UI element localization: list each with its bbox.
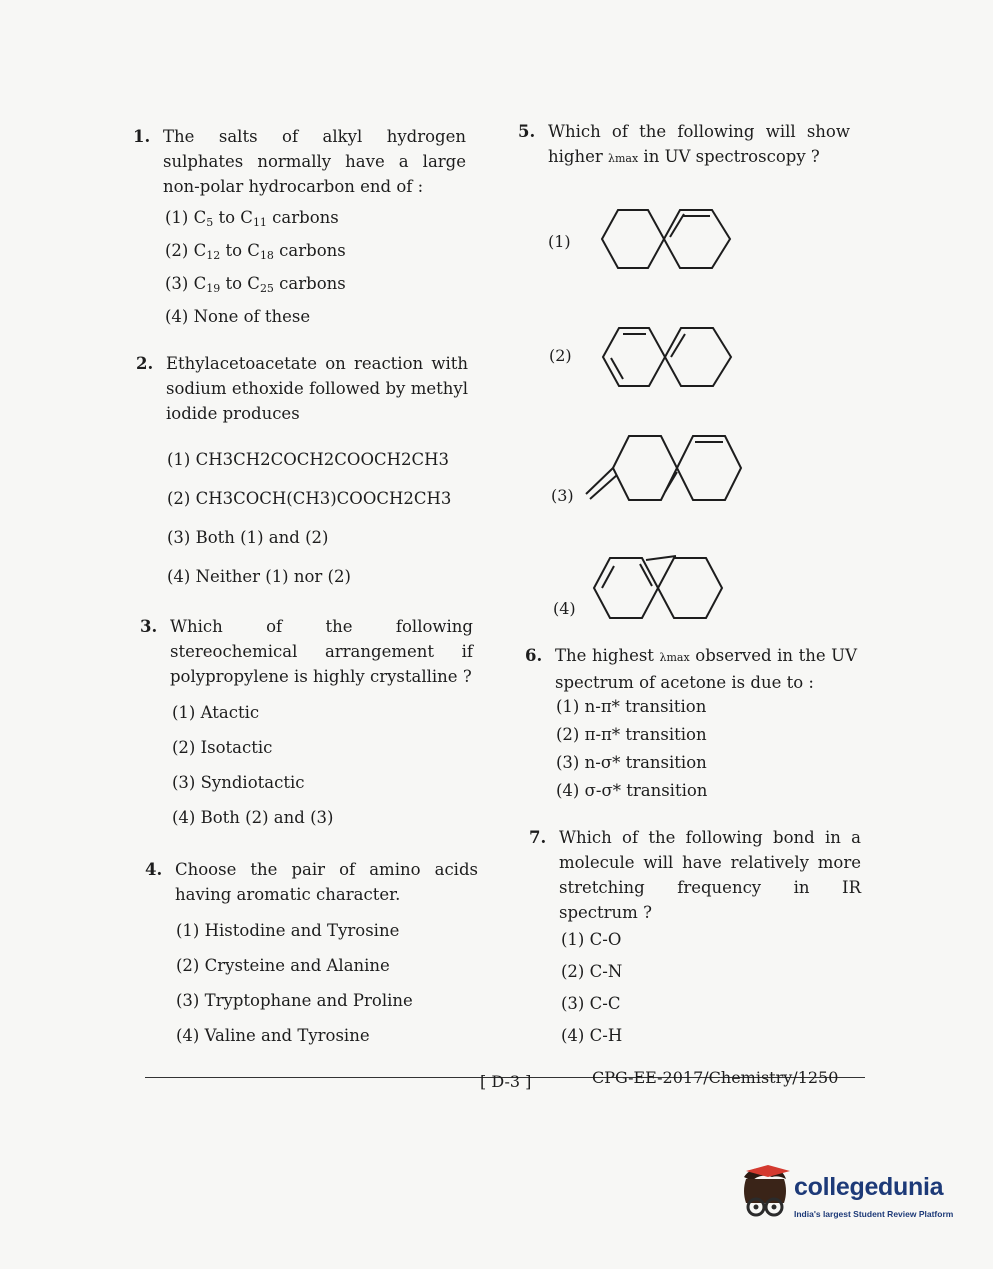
- option-3: (3) Both (1) and (2): [167, 528, 329, 547]
- option-4: (4) σ-σ* transition: [556, 781, 708, 800]
- option-3: (3) C-C: [561, 994, 621, 1013]
- student-mascot-icon: [738, 1163, 794, 1221]
- option-2: (2) Isotactic: [172, 738, 273, 757]
- option-1: (1) CH3CH2COCH2COOCH2CH3: [167, 450, 450, 469]
- exocyclic-methylene-diene-icon: [583, 428, 748, 508]
- molecule-4-structure: [590, 552, 730, 624]
- option-3: (3) Syndiotactic: [172, 773, 305, 792]
- option-4-label: (4): [553, 599, 576, 618]
- question-text: Ethylacetoacetate on reaction with sodium ethoxide followed by methyl iodide produces: [166, 354, 468, 423]
- tetrahydronaphthalene-icon: [599, 322, 739, 392]
- molecule-2-structure: [599, 322, 739, 392]
- option-3: (3) $C_{19}$ to $C_{25}$ carbons: [165, 274, 346, 295]
- question-4: [145, 857, 478, 907]
- question-5: [518, 119, 850, 171]
- question-3: [140, 614, 473, 689]
- question-2: [136, 351, 468, 426]
- question-text: Which of the following bond in a molecule will have relatively more stretching frequency in IR spectrum ?: [559, 828, 861, 922]
- molecule-3-structure: [583, 428, 748, 508]
- conjugated-diene-bicyclic-icon: [590, 552, 730, 624]
- question-text: The salts of alkyl hydrogen sulphates normally have a large non-polar hydrocarbon end of :: [163, 127, 466, 196]
- option-3: (3) Tryptophane and Proline: [176, 991, 413, 1010]
- question-number: 4.: [145, 860, 163, 879]
- option-3: (3) n-σ* transition: [556, 753, 707, 772]
- question-number: 6.: [525, 646, 543, 665]
- question-text: Which of the following will show higher λmax in UV spectroscopy ?: [548, 122, 850, 166]
- question-text: Choose the pair of amino acids having aromatic character.: [175, 860, 478, 904]
- question-text: Which of the following stereochemical arrangement if polypropylene is highly crystalline ?: [170, 617, 473, 686]
- question-number: 1.: [133, 127, 151, 146]
- option-1: (1) Atactic: [172, 703, 260, 722]
- logo-wordmark: collegedunia: [794, 1173, 944, 1201]
- question-6-options: [556, 693, 707, 805]
- option-4: (4) C-H: [561, 1026, 623, 1045]
- question-number: 7.: [529, 828, 547, 847]
- question-2-options: [167, 440, 451, 596]
- question-3-options: [172, 695, 333, 835]
- question-7: [529, 825, 861, 925]
- option-2: (2) CH3COCH(CH3)COOCH2CH3: [167, 489, 452, 508]
- option-3-label: (3): [551, 486, 574, 505]
- option-1: (1) n-π* transition: [556, 697, 707, 716]
- option-1: (1) C-O: [561, 930, 622, 949]
- option-1: (1) Histodine and Tyrosine: [176, 921, 400, 940]
- option-1-label: (1): [548, 232, 571, 251]
- option-2: (2) $C_{12}$ to $C_{18}$ carbons: [165, 241, 346, 262]
- question-1: [133, 124, 466, 199]
- paper-code: CPG-EE-2017/Chemistry/1250: [592, 1068, 839, 1087]
- question-number: 5.: [518, 122, 536, 141]
- question-text: The highest λmax observed in the UV spectrum of acetone is due to :: [555, 646, 858, 692]
- option-2: (2) Crysteine and Alanine: [176, 956, 390, 975]
- option-4: (4) Neither (1) nor (2): [167, 567, 351, 586]
- hexahydronaphthalene-icon: [598, 204, 738, 274]
- option-4: (4) Valine and Tyrosine: [176, 1026, 370, 1045]
- option-2: (2) C-N: [561, 962, 623, 981]
- question-6: [525, 643, 858, 695]
- option-1: (1) $C_5$ to $C_{11}$ carbons: [165, 208, 339, 229]
- option-2-label: (2): [549, 346, 572, 365]
- question-7-options: [561, 924, 622, 1052]
- question-number: 3.: [140, 617, 158, 636]
- molecule-1-structure: [598, 204, 738, 274]
- lambda-max: λmax: [608, 152, 639, 165]
- option-4: (4) None of these: [165, 307, 311, 326]
- question-1-options: [165, 201, 346, 333]
- option-2: (2) π-π* transition: [556, 725, 707, 744]
- logo-tagline: India's largest Student Review Platform: [794, 1209, 954, 1219]
- question-4-options: [176, 913, 413, 1053]
- page-number: [ D-3 ]: [480, 1072, 532, 1091]
- lambda-max: λmax: [659, 651, 690, 664]
- question-number: 2.: [136, 354, 154, 373]
- collegedunia-logo: [738, 1163, 963, 1223]
- option-4: (4) Both (2) and (3): [172, 808, 334, 827]
